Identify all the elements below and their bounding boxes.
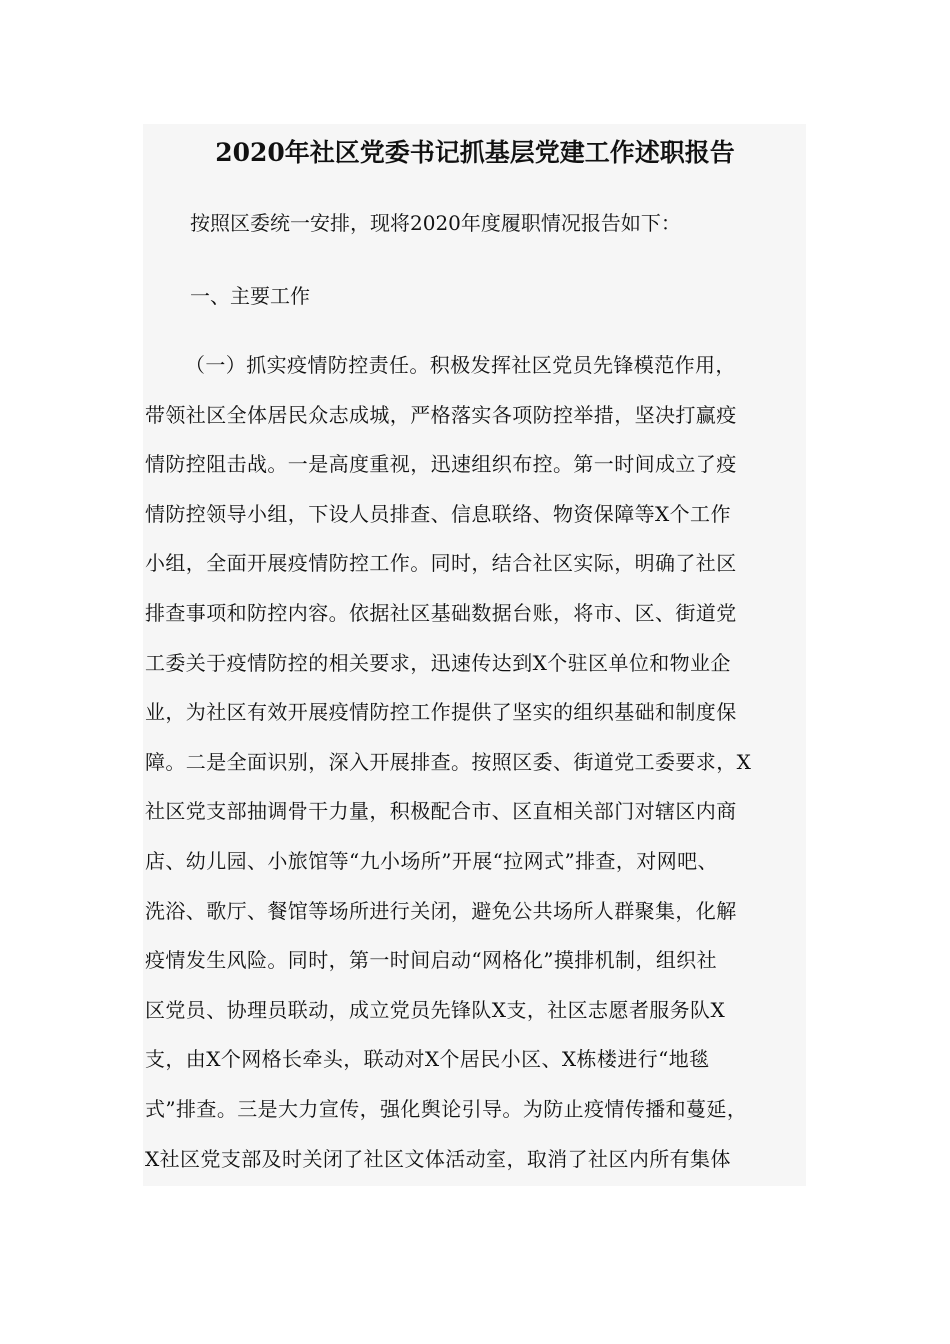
- paragraph-line: 洗浴、歌厅、餐馆等场所进行关闭，避免公共场所人群聚集，化解: [145, 898, 737, 923]
- body-paragraph: [145, 350, 808, 1193]
- paragraph-line: 区党员、协理员联动，成立党员先锋队X支，社区志愿者服务队X: [145, 997, 726, 1022]
- paragraph-line: X社区党支部及时关闭了社区文体活动室，取消了社区内所有集体: [145, 1146, 731, 1171]
- paragraph-line: 情防控领导小组，下设人员排查、信息联络、物资保障等X个工作: [145, 501, 731, 526]
- paragraph-line: 式”排查。三是大力宣传，强化舆论引导。为防止疫情传播和蔓延，: [145, 1096, 748, 1121]
- paragraph-line: 疫情发生风险。同时，第一时间启动“网格化”摸排机制，组织社: [145, 948, 718, 973]
- section-heading: 一、主要工作: [190, 284, 310, 308]
- paragraph-line: 带领社区全体居民众志成城，严格落实各项防控举措，坚决打赢疫: [145, 402, 737, 427]
- paragraph-line: 情防控阻击战。一是高度重视，迅速组织布控。第一时间成立了疫: [145, 452, 737, 477]
- intro-paragraph: 按照区委统一安排，现将2020年度履职情况报告如下：: [190, 211, 681, 235]
- paragraph-line: 障。二是全面识别，深入开展排查。按照区委、街道党工委要求，X: [145, 749, 752, 774]
- document-title: 2020年社区党委书记抓基层党建工作述职报告: [215, 138, 735, 167]
- paragraph-line: 店、幼儿园、小旅馆等“九小场所”开展“拉网式”排查，对网吧、: [145, 848, 718, 873]
- paragraph-line: 业，为社区有效开展疫情防控工作提供了坚实的组织基础和制度保: [145, 700, 737, 725]
- paragraph-line: 工委关于疫情防控的相关要求，迅速传达到X个驻区单位和物业企: [145, 650, 731, 675]
- paragraph-line: 支，由X个网格长牵头，联动对X个居民小区、X栋楼进行“地毯: [145, 1047, 710, 1072]
- paragraph-line: 社区党支部抽调骨干力量，积极配合市、区直相关部门对辖区内商: [145, 799, 737, 824]
- paragraph-line: 小组，全面开展疫情防控工作。同时，结合社区实际，明确了社区: [145, 551, 737, 576]
- paragraph-line: 排查事项和防控内容。依据社区基础数据台账，将市、区、街道党: [145, 600, 737, 625]
- paragraph-line: （一）抓实疫情防控责任。积极发挥社区党员先锋模范作用，: [185, 353, 736, 377]
